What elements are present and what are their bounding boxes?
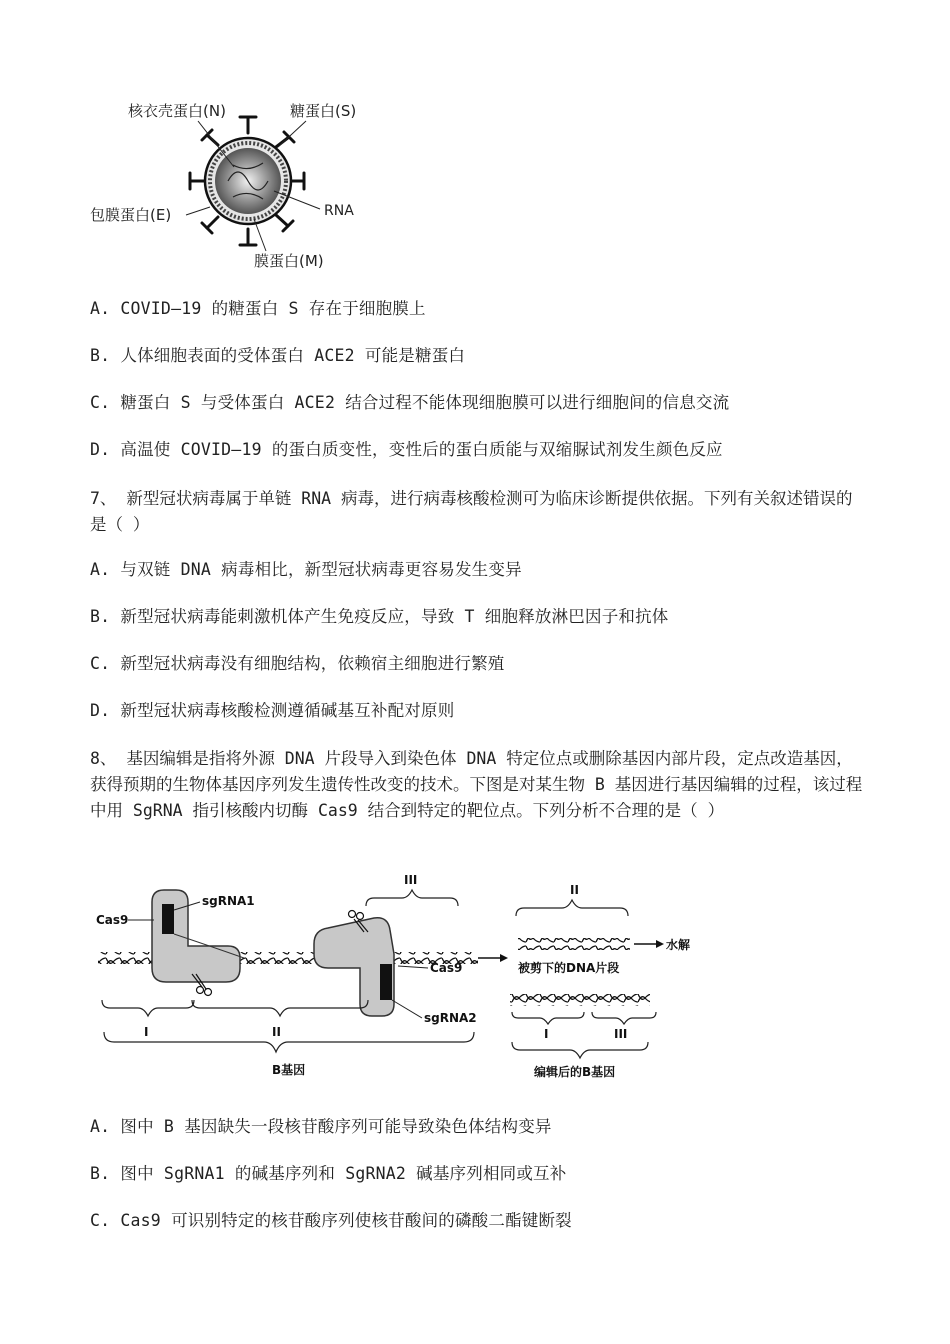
label-rna: RNA <box>324 203 354 219</box>
q7-option-d: D. 新型冠状病毒核酸检测遵循碱基互补配对原则 <box>90 701 455 720</box>
q6-option-c: C. 糖蛋白 S 与受体蛋白 ACE2 结合过程不能体现细胞膜可以进行细胞间的信息交流 <box>90 393 730 412</box>
edited-gene-dna-strand <box>510 994 650 1006</box>
label-glycoprotein: 糖蛋白(S) <box>290 102 357 120</box>
q7-option-b: B. 新型冠状病毒能刺激机体产生免疫反应，导致 T 细胞释放淋巴因子和抗体 <box>90 607 669 626</box>
label-region-ii: II <box>272 1025 281 1039</box>
q8-option-c: C. Cas9 可识别特定的核苷酸序列使核苷酸间的磷酸二酯键断裂 <box>90 1211 572 1230</box>
q7-stem: 7、 新型冠状病毒属于单链 RNA 病毒，进行病毒核酸检测可为临床诊断提供依据。下列有关叙述错误的是（ ） <box>90 489 853 534</box>
q6-option-d: D. 高温使 COVID—19 的蛋白质变性，变性后的蛋白质能与双缩脲试剂发生颜色反应 <box>90 440 723 459</box>
label-cas9-left: Cas9 <box>96 913 129 927</box>
label-region-i: I <box>144 1025 149 1039</box>
label-edited-iii: III <box>614 1027 628 1041</box>
label-region-iii-top: III <box>404 873 418 887</box>
cut-dna-fragment <box>518 938 630 950</box>
label-hydrolysis: 水解 <box>666 938 691 952</box>
brace-region-iii <box>366 890 458 906</box>
q7-option-a: A. 与双链 DNA 病毒相比，新型冠状病毒更容易发生变异 <box>90 560 522 579</box>
q7-option-c: C. 新型冠状病毒没有细胞结构，依赖宿主细胞进行繁殖 <box>90 654 505 673</box>
label-cut-region-ii: II <box>570 883 579 897</box>
label-sgrna1: sgRNA1 <box>202 894 255 908</box>
label-membrane-protein: 膜蛋白(M) <box>254 252 324 270</box>
process-arrow-icon <box>478 954 508 962</box>
brace-b-gene <box>104 1032 474 1052</box>
brace-edited-iii <box>592 1012 656 1024</box>
brace-edited-i <box>512 1012 584 1024</box>
brace-cut-region-ii <box>516 900 628 916</box>
gene-editing-diagram <box>92 872 712 1082</box>
label-envelope-protein: 包膜蛋白(E) <box>90 206 172 224</box>
virus-diagram <box>88 95 378 275</box>
brace-region-i <box>102 1000 194 1016</box>
brace-region-ii <box>192 1000 368 1016</box>
hydrolysis-arrow-icon <box>634 940 664 948</box>
q8-option-b: B. 图中 SgRNA1 的碱基序列和 SgRNA2 碱基序列相同或互补 <box>90 1164 567 1183</box>
q8-stem: 8、 基因编辑是指将外源 DNA 片段导入到染色体 DNA 特定位点或删除基因内部片段，定点改造基因，获得预期的生物体基因序列发生遗传性改变的技术。下图是对某生物 B 基因进行基因编辑的过程，该过程中用 SgRNA 指引核酸内切酶 Cas9 结合到特定的靶位点。下列分析不合理的是（ ） <box>90 749 863 820</box>
brace-edited-gene <box>512 1042 648 1058</box>
label-nucleocapsid: 核衣壳蛋白(N) <box>128 102 226 120</box>
q6-option-a: A. COVID—19 的糖蛋白 S 存在于细胞膜上 <box>90 299 426 318</box>
label-edited-i: I <box>544 1027 549 1041</box>
cas9-complex-right <box>314 918 394 1016</box>
q6-option-b: B. 人体细胞表面的受体蛋白 ACE2 可能是糖蛋白 <box>90 346 466 365</box>
label-cut-fragment: 被剪下的DNA片段 <box>518 961 620 975</box>
label-edited-gene: 编辑后的B基因 <box>534 1065 616 1079</box>
label-sgrna2: sgRNA2 <box>424 1011 477 1025</box>
label-cas9-right: Cas9 <box>430 961 463 975</box>
q8-option-a: A. 图中 B 基因缺失一段核苷酸序列可能导致染色体结构变异 <box>90 1117 552 1136</box>
label-b-gene: B基因 <box>272 1063 306 1077</box>
